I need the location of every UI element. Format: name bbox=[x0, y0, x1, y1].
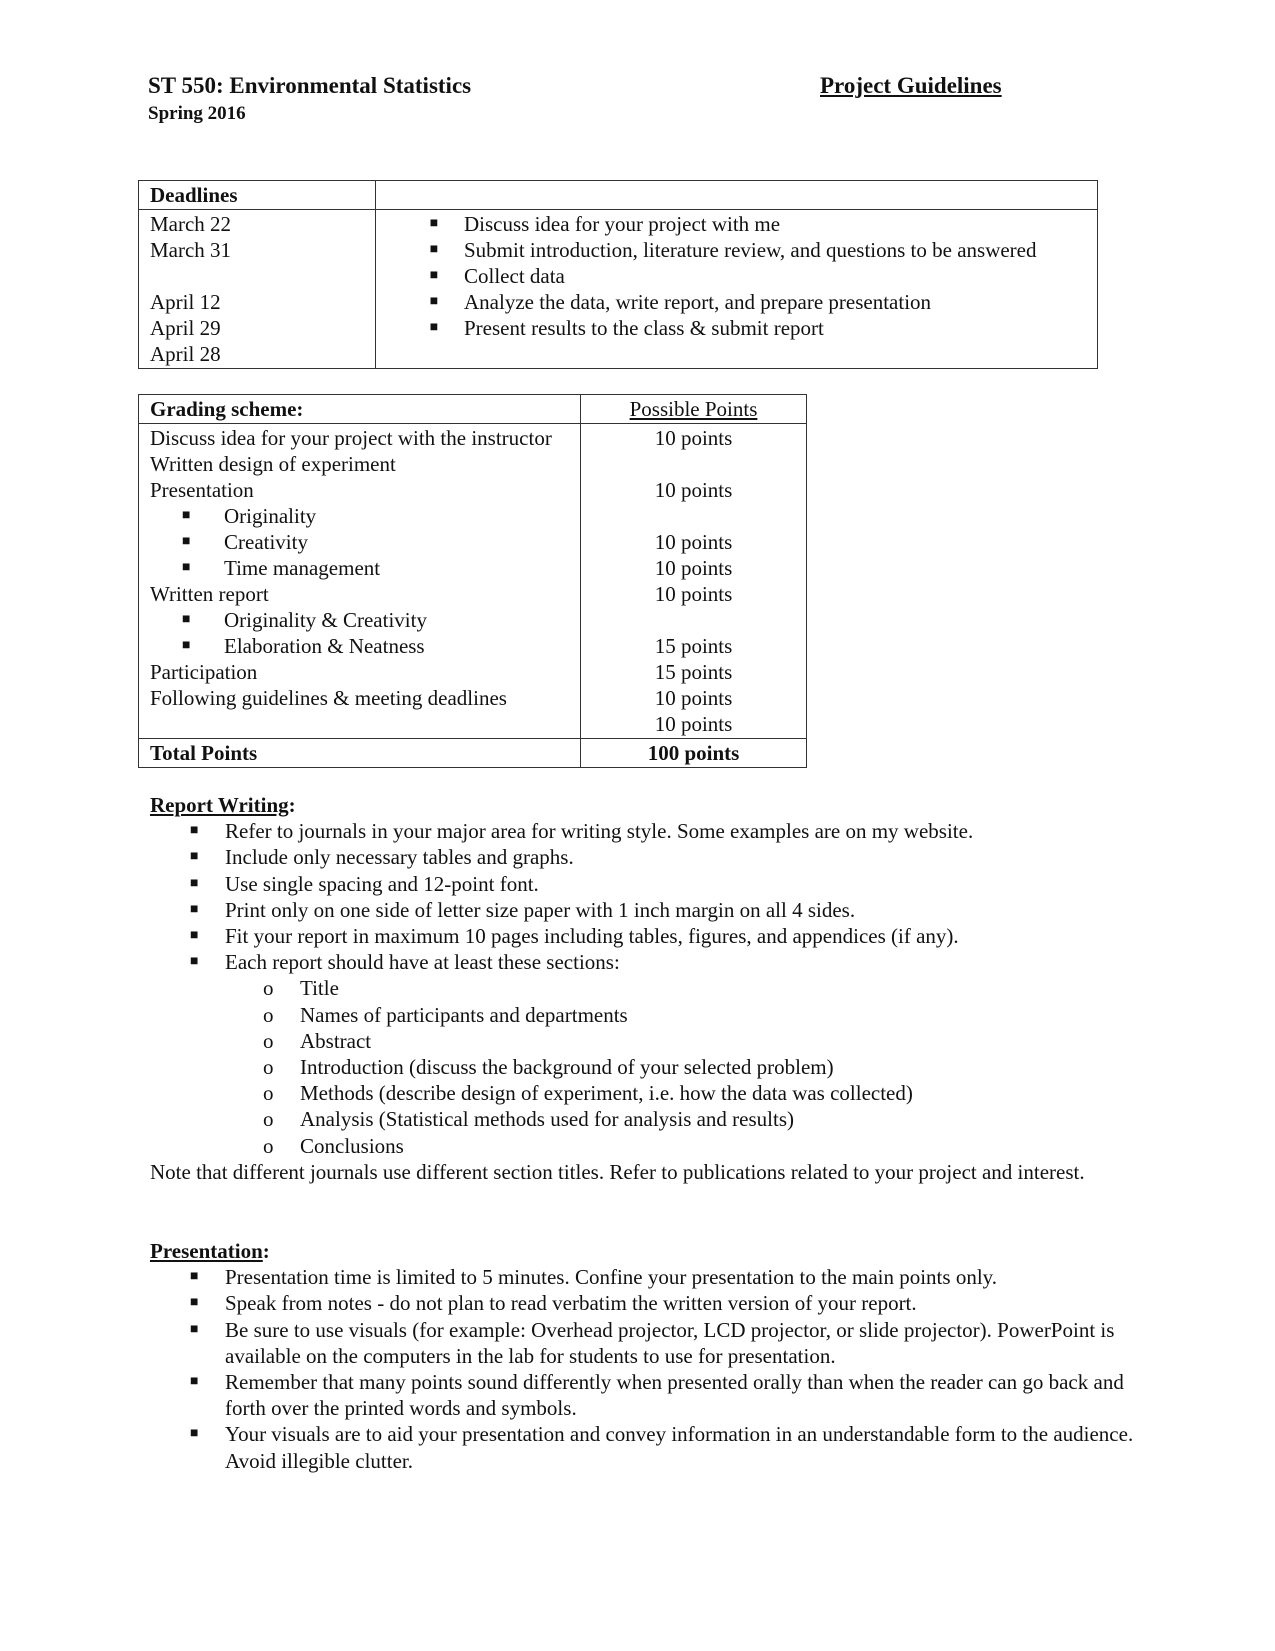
list-item: ■ Fit your report in maximum 10 pages including tables, figures, and appendices (if any). bbox=[150, 923, 1150, 949]
list-item: o Names of participants and departments bbox=[263, 1002, 628, 1027]
grading-subitem: ■ Elaboration & Neatness bbox=[182, 634, 425, 658]
presentation-list bbox=[150, 1264, 1150, 1474]
square-bullet-icon: ■ bbox=[429, 268, 439, 283]
total-label: Total Points bbox=[150, 741, 258, 765]
deadline-task: ■ Discuss idea for your project with me bbox=[376, 211, 1086, 237]
square-bullet-icon: ■ bbox=[190, 875, 199, 891]
square-bullet-icon: ■ bbox=[429, 242, 439, 257]
deadline-date: April 12 bbox=[150, 290, 221, 314]
points-value: 10 points bbox=[654, 582, 733, 606]
grading-item: Following guidelines & meeting deadlines bbox=[150, 686, 507, 710]
grading-subitem: ■ Time management bbox=[182, 556, 381, 580]
semester: Spring 2016 bbox=[148, 103, 246, 124]
grading-subitem: ■ Originality & Creativity bbox=[182, 608, 427, 632]
points-value: 10 points bbox=[654, 686, 733, 710]
points-heading: Possible Points bbox=[629, 397, 758, 421]
grading-points bbox=[581, 424, 806, 738]
list-item: o Title bbox=[263, 976, 339, 1001]
deadline-task: ■ Present results to the class & submit report bbox=[376, 315, 1086, 341]
points-value: 15 points bbox=[654, 660, 733, 684]
list-item: o Abstract bbox=[263, 1028, 372, 1053]
deadlines-body-row bbox=[139, 210, 1098, 369]
report-sections-list bbox=[150, 975, 1150, 1158]
grading-item: Written design of experiment bbox=[150, 452, 396, 476]
square-bullet-icon: ■ bbox=[182, 534, 191, 549]
document-title: Project Guidelines bbox=[820, 73, 1002, 98]
deadline-task: ■ Collect data bbox=[376, 263, 1086, 289]
points-value: 10 points bbox=[654, 556, 733, 580]
square-bullet-icon: ■ bbox=[429, 294, 439, 309]
square-bullet-icon: ■ bbox=[429, 216, 439, 231]
report-writing-list bbox=[150, 818, 1150, 975]
circle-bullet-icon: o bbox=[263, 1133, 274, 1158]
points-value: 10 points bbox=[654, 712, 733, 736]
square-bullet-icon: ■ bbox=[190, 901, 199, 917]
list-item: ■ Speak from notes - do not plan to read verbatim the written version of your report. bbox=[150, 1290, 1150, 1316]
list-item: ■ Print only on one side of letter size paper with 1 inch margin on all 4 sides. bbox=[150, 897, 1150, 923]
deadline-date: April 29 bbox=[150, 316, 221, 340]
list-item: ■ Remember that many points sound differently when presented orally than when the reader can go back and forth over the printed words and symbols. bbox=[150, 1369, 1150, 1421]
points-value: 10 points bbox=[654, 530, 733, 554]
report-writing-heading: Report Writing: bbox=[150, 793, 296, 817]
circle-bullet-icon: o bbox=[263, 976, 274, 1001]
square-bullet-icon: ■ bbox=[190, 1269, 199, 1285]
square-bullet-icon: ■ bbox=[190, 1426, 199, 1442]
square-bullet-icon: ■ bbox=[190, 1321, 199, 1337]
list-item: ■ Use single spacing and 12-point font. bbox=[150, 871, 1150, 897]
grading-body-row bbox=[139, 424, 807, 739]
grading-item: Participation bbox=[150, 660, 258, 684]
square-bullet-icon: ■ bbox=[190, 1295, 199, 1311]
deadline-dates bbox=[139, 210, 375, 368]
square-bullet-icon: ■ bbox=[182, 560, 191, 575]
grading-table bbox=[138, 394, 807, 768]
grading-total-row bbox=[139, 739, 807, 768]
deadline-tasks bbox=[376, 210, 1097, 342]
circle-bullet-icon: o bbox=[263, 1028, 274, 1053]
grading-subitem: ■ Originality bbox=[182, 504, 317, 528]
presentation-section bbox=[150, 1238, 1150, 1474]
square-bullet-icon: ■ bbox=[190, 928, 199, 944]
points-value: 10 points bbox=[654, 426, 733, 450]
deadlines-heading: Deadlines bbox=[150, 183, 238, 207]
list-item: ■ Refer to journals in your major area for writing style. Some examples are on my website. bbox=[150, 818, 1150, 844]
list-item: o Introduction (discuss the background of your selected problem) bbox=[263, 1055, 834, 1080]
circle-bullet-icon: o bbox=[263, 1055, 274, 1080]
list-item: o Methods (describe design of experiment, i.e. how the data was collected) bbox=[263, 1081, 913, 1106]
square-bullet-icon: ■ bbox=[190, 954, 199, 970]
square-bullet-icon: ■ bbox=[429, 320, 439, 335]
grading-item: Written report bbox=[150, 582, 269, 606]
course-title: ST 550: Environmental Statistics bbox=[148, 73, 472, 98]
list-item: o Conclusions bbox=[263, 1133, 404, 1158]
points-value: 10 points bbox=[654, 478, 733, 502]
report-note: Note that different journals use different section titles. Refer to publications related to your project and interest. bbox=[150, 1159, 1085, 1184]
circle-bullet-icon: o bbox=[263, 1002, 274, 1027]
deadlines-table bbox=[138, 180, 1098, 369]
deadline-task: ■ Submit introduction, literature review, and questions to be answered bbox=[376, 237, 1086, 263]
list-item: o Analysis (Statistical methods used for analysis and results) bbox=[263, 1107, 795, 1132]
deadlines-header-row bbox=[139, 181, 1098, 210]
square-bullet-icon: ■ bbox=[182, 612, 191, 627]
deadline-date: April 28 bbox=[150, 342, 221, 366]
square-bullet-icon: ■ bbox=[182, 638, 191, 653]
list-item: ■ Your visuals are to aid your presentation and convey information in an understandable form to the audience. Avoid illegible clutter. bbox=[150, 1421, 1150, 1473]
total-points: 100 points bbox=[647, 741, 740, 765]
grading-item: Discuss idea for your project with the instructor bbox=[150, 426, 552, 450]
deadline-task: ■ Analyze the data, write report, and prepare presentation bbox=[376, 289, 1086, 315]
report-writing-section bbox=[150, 792, 1150, 1185]
circle-bullet-icon: o bbox=[263, 1081, 274, 1106]
grading-item: Presentation bbox=[150, 478, 254, 502]
square-bullet-icon: ■ bbox=[190, 823, 199, 839]
grading-header-row bbox=[139, 395, 807, 424]
list-item: ■ Be sure to use visuals (for example: Overhead projector, LCD projector, or slide projector). PowerPoint is available on the computers in the lab for students to use for presentation. bbox=[150, 1317, 1150, 1369]
list-item: ■ Presentation time is limited to 5 minutes. Confine your presentation to the main points only. bbox=[150, 1264, 1150, 1290]
list-item: ■ Each report should have at least these sections: bbox=[150, 949, 1150, 975]
deadline-date: March 22 bbox=[150, 212, 232, 236]
list-item: ■ Include only necessary tables and graphs. bbox=[150, 844, 1150, 870]
square-bullet-icon: ■ bbox=[182, 508, 191, 523]
points-value: 15 points bbox=[654, 634, 733, 658]
deadline-date: March 31 bbox=[150, 238, 232, 262]
circle-bullet-icon: o bbox=[263, 1107, 274, 1132]
grading-items bbox=[139, 424, 580, 712]
square-bullet-icon: ■ bbox=[190, 1374, 199, 1390]
presentation-heading: Presentation: bbox=[150, 1239, 270, 1263]
grading-subitem: ■ Creativity bbox=[182, 530, 308, 554]
grading-heading: Grading scheme: bbox=[150, 397, 304, 421]
square-bullet-icon: ■ bbox=[190, 849, 199, 865]
